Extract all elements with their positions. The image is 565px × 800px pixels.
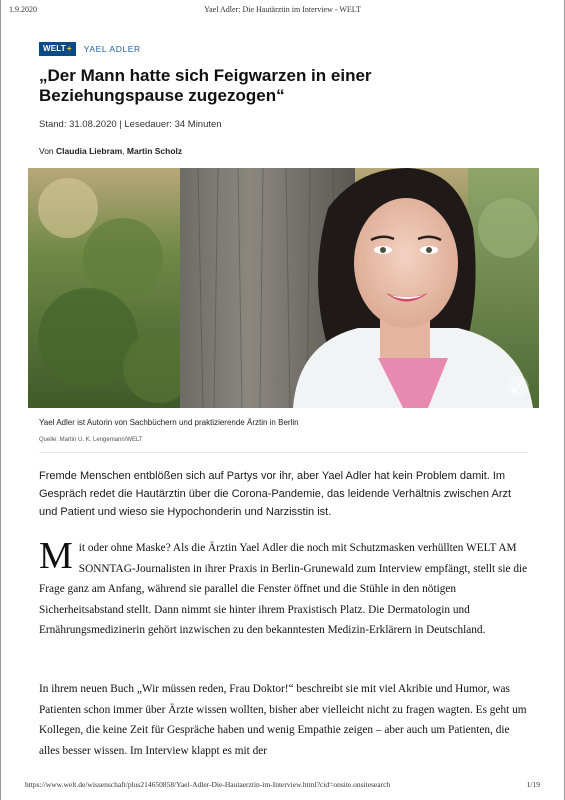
expand-arrows-icon [512,381,524,393]
photo-credit: Quelle: Martin U. K. Lengemann/WELT [39,437,143,443]
print-date: 1.9.2020 [9,5,37,14]
drop-cap: M [39,535,73,577]
byline-prefix: Von [39,146,57,156]
welt-plus-logo[interactable] [39,42,76,56]
photo-caption: Yael Adler ist Autorin von Sachbüchern und praktizierende Ärztin in Berlin [39,418,299,427]
topic-kicker[interactable]: YAEL ADLER [83,44,141,54]
byline [39,146,182,156]
article-intro: Fremde Menschen entblößen sich auf Partys vor ihr, aber Yael Adler hat kein Problem damit. Im Gespräch redet die Hautärztin über die Corona-Pandemie, das leidende Verhältnis zwischen Arzt und Patient und wieso sie Hypochonderin und Narzisstin ist. [39,470,512,518]
article-paragraph: In ihrem neuen Buch „Wir müssen reden, Frau Doktor!“ beschreibt sie mit viel Akribie und Humor, was Patienten schon immer über Ärzte wissen wollten, bisher aber vielleicht nicht zu fragen wagten. Es geht um Kollegen, die keine Zeit für Gespräche haben und wenig Empathie zeigen – aber auch um Patienten, die alles besser wissen. Im Interview klappt es mit der [39,683,527,757]
byline-separator: , [122,146,127,156]
print-footer [25,780,540,792]
logo-text: WELT [43,44,66,53]
article-headline: „Der Mann hatte sich Feigwarzen in einer Beziehungspause zugezogen“ [39,66,372,105]
article-paragraph [39,535,529,641]
print-header [9,5,556,17]
expand-icon[interactable] [507,376,529,398]
page-number: 1/19 [526,780,540,789]
paragraph-text: it oder ohne Maske? Als die Ärztin Yael Adler die noch mit Schutzmasken verhüllten WELT AM SONNTAG-Journalisten in ihrer Praxis in Berlin-Grunewald zum Interview empfängt, stellt sie die Frage ganz am Anfang, während sie parallel die Fenster öffnet und die Stühle in den nötigen Sicherheitsabstand stellt. Dann nimmt sie hinter ihrem Praxistisch Platz. Die Dermatologin und Ernährungsmedizinerin gehört inzwischen zu den bekanntesten Medizin-Erklärern in Deutschland. [39,542,528,636]
logo-plus: + [66,44,72,53]
print-title: Yael Adler: Die Hautärztin im Interview - WELT [204,5,361,14]
article-photo[interactable] [28,168,539,408]
article-meta: Stand: 31.08.2020 | Lesedauer: 34 Minuten [39,119,222,130]
article-topbar [39,42,141,56]
print-url: https://www.welt.de/wissenschaft/plus214650858/Yael-Adler-Die-Hautaerztin-im-Interview.html?cid=onsite.onsitesearch [25,780,391,789]
author-link[interactable]: Claudia Liebram [56,146,123,156]
author-link[interactable]: Martin Scholz [126,146,183,156]
portrait-illustration [28,168,539,408]
divider [39,452,528,453]
